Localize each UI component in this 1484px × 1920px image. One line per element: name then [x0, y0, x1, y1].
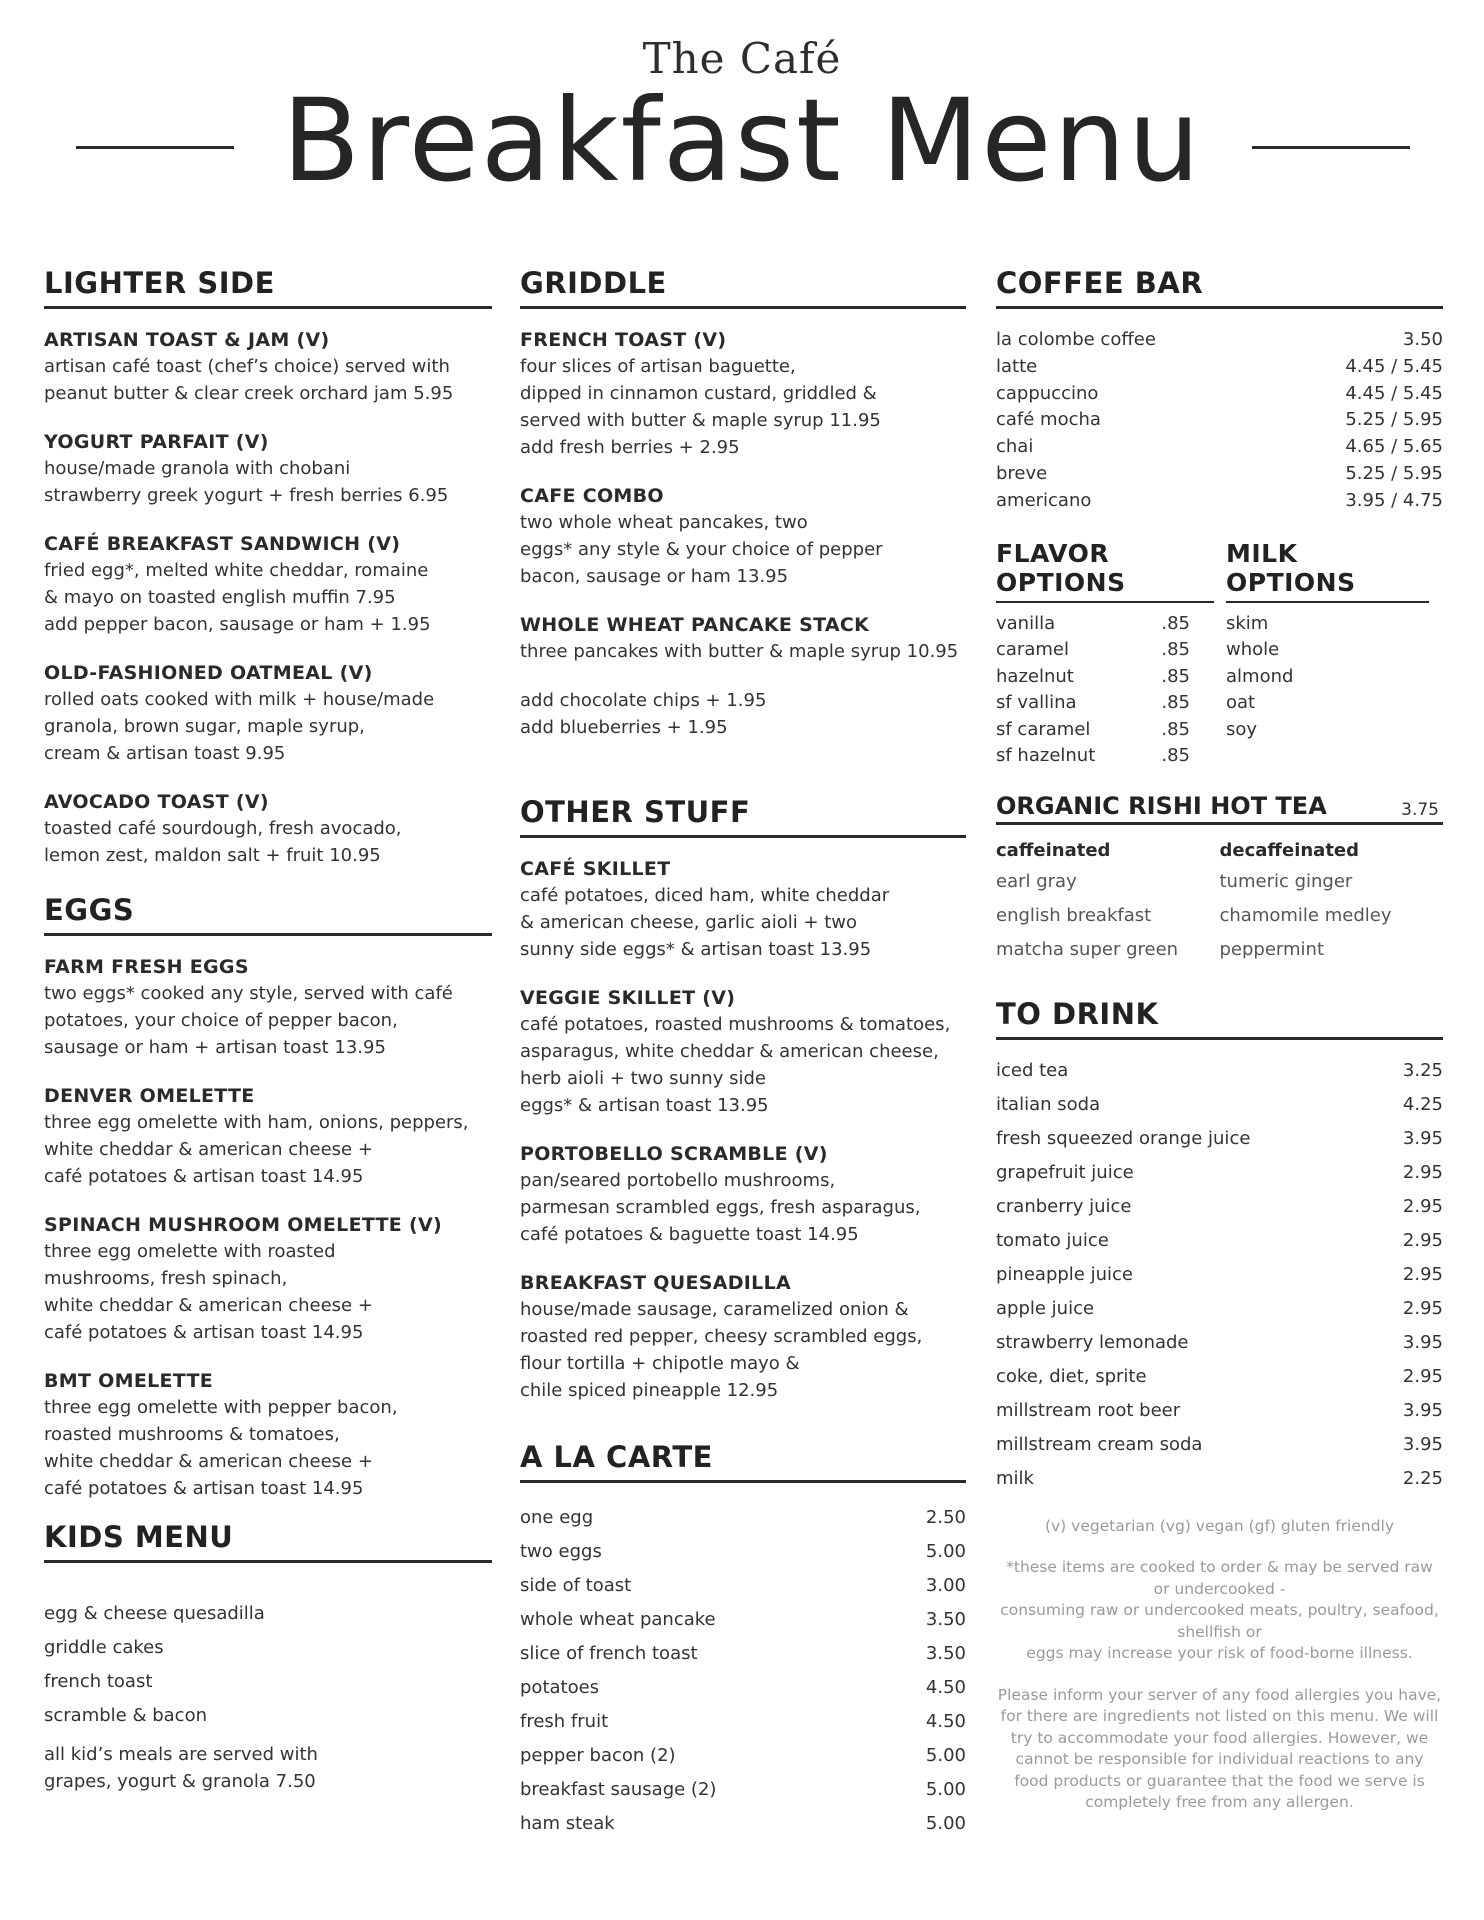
tea-subheading: decaffeinated	[1219, 839, 1360, 861]
section-heading: ORGANIC RISHI HOT TEA	[996, 791, 1327, 820]
item-name: YOGURT PARFAIT (V)	[44, 431, 269, 453]
item-price: .85	[1161, 718, 1190, 740]
coffee-list	[996, 327, 1443, 515]
price-row	[996, 1190, 1443, 1224]
item-price: .85	[1161, 665, 1190, 687]
tea-price: 3.75	[1401, 799, 1439, 820]
menu-item	[520, 1141, 966, 1248]
list-item: chamomile medley	[1219, 904, 1392, 926]
price-row	[996, 1258, 1443, 1292]
price-row	[996, 664, 1214, 691]
item-price: 2.95	[1402, 1161, 1443, 1183]
item-name: vanilla	[996, 612, 1056, 634]
item-name: cranberry juice	[996, 1195, 1132, 1217]
item-price: 2.95	[1402, 1263, 1443, 1285]
item-price: 3.50	[925, 1609, 966, 1630]
item-name: CAFÉ BREAKFAST SANDWICH (V)	[44, 533, 401, 555]
tea-decaffeinated	[1220, 837, 1444, 967]
dietary-legend: (v) vegetarian (vg) vegan (gf) gluten friendly	[1044, 1516, 1395, 1535]
section-heading: MILK OPTIONS	[1226, 539, 1429, 603]
column-right	[996, 266, 1443, 1814]
item-price: 5.00	[925, 1541, 966, 1562]
price-row	[996, 1122, 1443, 1156]
item-name: tomato juice	[996, 1229, 1109, 1251]
list-item: whole	[1226, 639, 1280, 661]
options-row	[996, 539, 1443, 770]
other-stuff-section	[520, 795, 966, 1404]
item-name: FRENCH TOAST (V)	[520, 329, 727, 351]
item-name: whole wheat pancake	[520, 1609, 716, 1630]
item-price: 2.95	[1402, 1229, 1443, 1251]
tea-grid	[996, 837, 1443, 967]
menu-header	[0, 0, 1484, 210]
item-desc: fried egg*, melted white cheddar, romaine & mayo on toasted english muffin 7.95 add pepper bacon, sausage or ham + 1.95	[44, 560, 431, 635]
item-price: 3.95	[1402, 1433, 1443, 1455]
column-left	[44, 266, 492, 1795]
eggs-section	[44, 893, 492, 1502]
price-row	[996, 1156, 1443, 1190]
menu-item	[44, 1083, 492, 1190]
item-price: 3.25	[1402, 1059, 1443, 1081]
list-item: earl gray	[996, 870, 1077, 892]
section-heading: EGGS	[44, 893, 492, 936]
item-price: 2.95	[1402, 1195, 1443, 1217]
item-price: 4.50	[925, 1677, 966, 1698]
tea-subheading: caffeinated	[996, 839, 1111, 861]
item-name: potatoes	[520, 1677, 600, 1698]
menu-item	[44, 1368, 492, 1502]
item-price: 5.00	[925, 1779, 966, 1800]
price-row	[996, 717, 1214, 744]
item-name: pineapple juice	[996, 1263, 1133, 1285]
item-desc: three egg omelette with pepper bacon, roasted mushrooms & tomatoes, white cheddar & american cheese + café potatoes & artisan toast 14.95	[44, 1397, 398, 1499]
item-name: millstream root beer	[996, 1399, 1181, 1421]
price-row	[996, 690, 1214, 717]
item-desc: two eggs* cooked any style, served with café potatoes, your choice of pepper bacon, sausage or ham + artisan toast 13.95	[44, 983, 453, 1058]
item-price: .85	[1161, 745, 1190, 767]
item-desc: pan/seared portobello mushrooms, parmesan scrambled eggs, fresh asparagus, café potatoes & baguette toast 14.95	[520, 1170, 921, 1245]
section-heading: COFFEE BAR	[996, 266, 1443, 309]
price-row	[996, 381, 1443, 408]
item-price: 3.95 / 4.75	[1345, 489, 1443, 511]
price-row	[996, 637, 1214, 664]
tea-heading-row	[996, 792, 1443, 825]
raw-food-warning: *these items are cooked to order & may be served raw or undercooked - consuming raw or undercooked meats, poultry, seafood, shellfish or eggs may increase your risk of food-borne illness.	[1000, 1558, 1439, 1663]
list-item: matcha super green	[996, 938, 1179, 960]
kids-note: all kid’s meals are served with grapes, yogurt & granola 7.50	[44, 1744, 318, 1792]
item-name: milk	[996, 1467, 1034, 1489]
item-desc: café potatoes, diced ham, white cheddar & american cheese, garlic aioli + two sunny side eggs* & artisan toast 13.95	[520, 885, 890, 960]
item-name: one egg	[520, 1507, 594, 1528]
item-price: 4.45 / 5.45	[1345, 355, 1443, 377]
list-item: soy	[1226, 718, 1258, 740]
item-name: WHOLE WHEAT PANCAKE STACK	[520, 614, 870, 636]
menu-item	[44, 789, 492, 869]
price-row	[520, 1671, 966, 1705]
price-row	[520, 1501, 966, 1535]
item-price: 5.25 / 5.95	[1345, 409, 1443, 431]
to-drink-section	[996, 997, 1443, 1496]
item-name: VEGGIE SKILLET (V)	[520, 987, 736, 1009]
section-heading: FLAVOR OPTIONS	[996, 539, 1214, 603]
item-desc: three pancakes with butter & maple syrup 10.95	[520, 641, 959, 662]
price-row	[520, 1603, 966, 1637]
item-price: 3.95	[1402, 1399, 1443, 1421]
page-title: Breakfast Menu	[282, 74, 1202, 207]
list-item: english breakfast	[996, 904, 1152, 926]
item-name: ham steak	[520, 1813, 615, 1834]
price-row	[520, 1637, 966, 1671]
list-item: peppermint	[1219, 938, 1325, 960]
item-price: 5.00	[925, 1745, 966, 1766]
item-price: 3.95	[1402, 1127, 1443, 1149]
item-price: 4.25	[1402, 1093, 1443, 1115]
item-name: breve	[996, 462, 1048, 484]
item-price: 3.50	[925, 1643, 966, 1664]
a-la-carte-section	[520, 1440, 966, 1841]
item-price: 5.25 / 5.95	[1345, 462, 1443, 484]
item-price: 3.50	[1402, 329, 1443, 350]
milk-list	[1226, 611, 1429, 744]
item-price: 2.95	[1402, 1297, 1443, 1319]
price-row	[996, 434, 1443, 461]
list-item: almond	[1226, 665, 1294, 687]
item-price: 2.50	[925, 1507, 966, 1528]
price-row	[520, 1535, 966, 1569]
item-name: CAFE COMBO	[520, 485, 664, 507]
item-price: 3.00	[925, 1575, 966, 1596]
title-rule-right	[1252, 146, 1410, 149]
price-row	[996, 488, 1443, 515]
price-row	[996, 743, 1214, 770]
item-desc: house/made sausage, caramelized onion & roasted red pepper, cheesy scrambled eggs, flour tortilla + chipotle mayo & chile spiced pineapple 12.95	[520, 1299, 923, 1401]
item-name: OLD-FASHIONED OATMEAL (V)	[44, 662, 373, 684]
item-name: sf vallina	[996, 692, 1077, 714]
item-name: PORTOBELLO SCRAMBLE (V)	[520, 1143, 828, 1165]
item-name: caramel	[996, 639, 1069, 661]
price-row	[996, 1394, 1443, 1428]
item-name: DENVER OMELETTE	[44, 1085, 255, 1107]
tea-section	[996, 792, 1443, 967]
item-price: 4.50	[925, 1711, 966, 1732]
item-name: FARM FRESH EGGS	[44, 956, 249, 978]
item-name: BREAKFAST QUESADILLA	[520, 1272, 791, 1294]
item-desc: artisan café toast (chef’s choice) served with peanut butter & clear creek orchard jam 5.95	[44, 356, 454, 404]
item-desc: four slices of artisan baguette, dipped in cinnamon custard, griddled & served with butter & maple syrup 11.95 add fresh berries + 2.95	[520, 356, 881, 458]
item-name: iced tea	[996, 1059, 1069, 1081]
list-item: egg & cheese quesadilla	[44, 1603, 265, 1624]
drink-list	[996, 1054, 1443, 1496]
item-price: 2.95	[1402, 1365, 1443, 1387]
column-middle	[520, 266, 966, 1841]
price-row	[996, 461, 1443, 488]
price-row	[996, 327, 1443, 354]
item-name: chai	[996, 436, 1034, 458]
item-name: fresh squeezed orange juice	[996, 1127, 1251, 1149]
price-row	[520, 1773, 966, 1807]
item-name: two eggs	[520, 1541, 602, 1562]
item-price: 2.25	[1402, 1467, 1443, 1489]
item-name: slice of french toast	[520, 1643, 698, 1664]
section-heading: GRIDDLE	[520, 266, 966, 309]
price-row	[520, 1569, 966, 1603]
item-name: millstream cream soda	[996, 1433, 1203, 1455]
item-price: .85	[1161, 639, 1190, 661]
a-la-carte-list	[520, 1501, 966, 1841]
item-name: apple juice	[996, 1297, 1095, 1319]
price-row	[996, 1224, 1443, 1258]
flavor-options-section	[996, 539, 1214, 770]
list-item: griddle cakes	[44, 1637, 164, 1658]
menu-item	[520, 612, 966, 665]
price-row	[996, 1088, 1443, 1122]
item-name: breakfast sausage (2)	[520, 1779, 717, 1800]
tea-caffeinated	[996, 837, 1220, 967]
allergy-notice: Please inform your server of any food allergies you have, for there are ingredients not listed on this menu. We will try to accommodate your food allergies. However, we cannot be responsible for individual reactions to any food products or guarantee that the food we serve is completely free from any allergen.	[997, 1685, 1442, 1812]
item-price: 3.95	[1402, 1331, 1443, 1353]
item-name: ARTISAN TOAST & JAM (V)	[44, 329, 330, 351]
menu-item	[44, 531, 492, 638]
item-name: side of toast	[520, 1575, 632, 1596]
section-heading: OTHER STUFF	[520, 795, 966, 838]
item-desc: three egg omelette with roasted mushrooms, fresh spinach, white cheddar & american cheese + café potatoes & artisan toast 14.95	[44, 1241, 373, 1343]
item-name: CAFÉ SKILLET	[520, 858, 671, 880]
price-row	[996, 1462, 1443, 1496]
menu-item	[44, 660, 492, 767]
item-desc: toasted café sourdough, fresh avocado, lemon zest, maldon salt + fruit 10.95	[44, 818, 402, 866]
menu-item	[44, 954, 492, 1061]
item-desc: rolled oats cooked with milk + house/made granola, brown sugar, maple syrup, cream & artisan toast 9.95	[44, 689, 435, 764]
item-name: sf caramel	[996, 718, 1091, 740]
item-desc: house/made granola with chobani strawberry greek yogurt + fresh berries 6.95	[44, 458, 449, 506]
griddle-section	[520, 266, 966, 741]
coffee-bar-section	[996, 266, 1443, 515]
item-name: italian soda	[996, 1093, 1101, 1115]
menu-item	[44, 327, 492, 407]
price-row	[996, 407, 1443, 434]
price-row	[996, 611, 1214, 638]
item-name: la colombe coffee	[996, 329, 1156, 350]
item-name: coke, diet, sprite	[996, 1365, 1147, 1387]
section-heading: LIGHTER SIDE	[44, 266, 492, 309]
price-row	[520, 1705, 966, 1739]
section-heading: KIDS MENU	[44, 1520, 492, 1563]
flavor-list	[996, 611, 1214, 770]
list-item: tumeric ginger	[1219, 870, 1353, 892]
item-name: latte	[996, 355, 1038, 377]
item-price: .85	[1161, 612, 1190, 634]
price-row	[996, 1054, 1443, 1088]
item-name: AVOCADO TOAST (V)	[44, 791, 269, 813]
item-name: strawberry lemonade	[996, 1331, 1189, 1353]
item-name: BMT OMELETTE	[44, 1370, 214, 1392]
kids-item-list	[44, 1597, 492, 1733]
item-desc: three egg omelette with ham, onions, peppers, white cheddar & american cheese + café potatoes & artisan toast 14.95	[44, 1112, 469, 1187]
menu-item	[520, 985, 966, 1119]
list-item: scramble & bacon	[44, 1705, 207, 1726]
price-row	[996, 1360, 1443, 1394]
menu-item	[44, 429, 492, 509]
price-row	[996, 1326, 1443, 1360]
item-price: 5.00	[925, 1813, 966, 1834]
list-item: oat	[1226, 692, 1256, 714]
list-item: french toast	[44, 1671, 153, 1692]
item-name: cappuccino	[996, 382, 1099, 404]
price-row	[996, 354, 1443, 381]
milk-options-section	[1226, 539, 1429, 770]
item-desc: two whole wheat pancakes, two eggs* any style & your choice of pepper bacon, sausage or ham 13.95	[520, 512, 883, 587]
item-price: .85	[1161, 692, 1190, 714]
item-price: 4.45 / 5.45	[1345, 382, 1443, 404]
griddle-addons: add chocolate chips + 1.95 add blueberries + 1.95	[520, 690, 767, 738]
item-desc: café potatoes, roasted mushrooms & tomatoes, asparagus, white cheddar & american cheese, herb aioli + two sunny side eggs* & artisan toast 13.95	[520, 1014, 951, 1116]
item-name: SPINACH MUSHROOM OMELETTE (V)	[44, 1214, 442, 1236]
menu-item	[520, 327, 966, 461]
section-heading: TO DRINK	[996, 997, 1443, 1040]
item-name: pepper bacon (2)	[520, 1745, 676, 1766]
item-name: americano	[996, 489, 1092, 511]
menu-item	[520, 483, 966, 590]
price-row	[996, 1292, 1443, 1326]
item-name: hazelnut	[996, 665, 1074, 687]
item-price: 4.65 / 5.65	[1345, 436, 1443, 458]
kids-menu-section	[44, 1520, 492, 1795]
lighter-side-section	[44, 266, 492, 869]
cafe-name: The Café	[642, 34, 842, 83]
section-heading: A LA CARTE	[520, 1440, 966, 1483]
item-name: fresh fruit	[520, 1711, 609, 1732]
price-row	[520, 1807, 966, 1841]
price-row	[996, 1428, 1443, 1462]
item-name: café mocha	[996, 409, 1101, 431]
item-name: grapefruit juice	[996, 1161, 1134, 1183]
menu-item	[520, 1270, 966, 1404]
menu-item	[44, 1212, 492, 1346]
menu-item	[520, 856, 966, 963]
price-row	[520, 1739, 966, 1773]
list-item: skim	[1226, 612, 1269, 634]
item-name: sf hazelnut	[996, 745, 1096, 767]
